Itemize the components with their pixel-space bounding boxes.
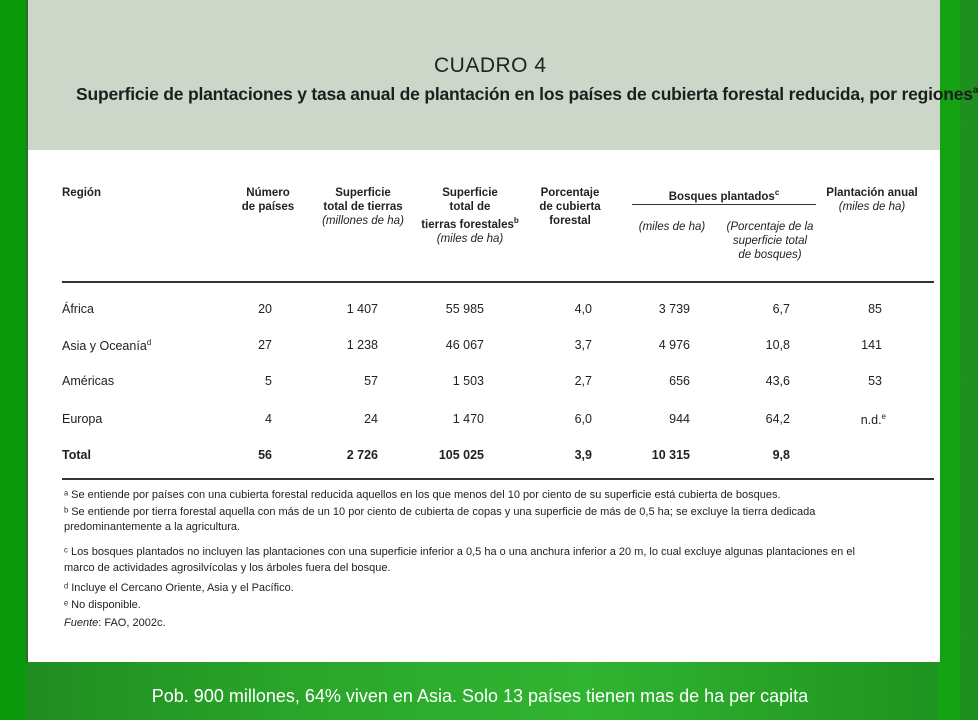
row-europa-porcentaje: 6,0	[574, 412, 592, 426]
header-superficie-total-line1: Superficie	[335, 187, 391, 199]
header-bosques-text: Bosques plantados	[668, 190, 775, 203]
header-plantacion-anual-line2: (miles de ha)	[838, 201, 906, 213]
footnote-b-line1: ᵇ Se entiende por tierra forestal aquella con más de un 10 por ciento de cubierta de copas y una superficie de más de 0,5 ha; se excluye la tierra dedicada	[64, 506, 816, 518]
row-asia-region-text: Asia y Oceanía	[62, 339, 147, 354]
header-superficie-forestal-text: tierras forestales	[421, 218, 514, 231]
row-asia-region-sup: d	[146, 338, 152, 347]
row-europa-miles: 944	[669, 412, 690, 426]
cuadro-label: CUADRO 4	[434, 54, 547, 77]
header-num-paises-line2: de países	[241, 201, 295, 213]
row-europa-tierras: 24	[364, 412, 378, 426]
header-porcentaje-line3: forestal	[549, 215, 591, 227]
row-europa-paises: 4	[265, 412, 272, 426]
row-total-porcentaje: 3,9	[574, 448, 592, 462]
row-americas-forestal: 1 503	[452, 374, 484, 388]
row-africa-forestal: 55 985	[445, 302, 484, 316]
table-slide	[26, 0, 978, 662]
title-text: Superficie de plantaciones y tasa anual de plantación en los países de cubierta forestal reducida, por regiones	[76, 84, 973, 104]
header-bosques-porcentaje-line2: superficie total	[732, 235, 808, 247]
row-africa-pct: 6,7	[772, 302, 790, 316]
header-superficie-total-line3: (millones de ha)	[322, 215, 404, 227]
header-superficie-forestal-line1: Superficie	[442, 187, 498, 199]
row-total-region: Total	[62, 448, 91, 462]
header-plantacion-anual-line1: Plantación anual	[826, 187, 918, 199]
header-rule	[62, 281, 934, 283]
row-americas-porcentaje: 2,7	[574, 374, 592, 388]
row-asia-plantacion: 141	[861, 338, 882, 352]
row-americas-paises: 5	[265, 374, 272, 388]
header-bosques-porcentaje	[718, 220, 822, 262]
row-total-pct: 9,8	[772, 448, 790, 462]
header-superficie-total-line2: total de tierras	[323, 201, 403, 213]
header-superficie-forestal-line4: (miles de ha)	[436, 232, 504, 245]
right-green-stripe	[938, 0, 960, 720]
bottom-rule	[62, 478, 934, 480]
row-europa-plantacion	[840, 412, 886, 427]
header-bosques-plantados	[632, 186, 816, 204]
header-porcentaje-line2: de cubierta	[539, 201, 601, 213]
row-americas-miles: 656	[669, 374, 690, 388]
row-asia-miles: 4 976	[658, 338, 690, 352]
row-total-miles: 10 315	[651, 448, 690, 462]
row-africa-miles: 3 739	[658, 302, 690, 316]
row-africa-region: África	[62, 302, 94, 316]
header-superficie-forestal-line2: total de	[449, 201, 491, 213]
row-americas-region: Américas	[62, 374, 115, 388]
row-europa-region: Europa	[62, 412, 103, 426]
row-asia-forestal: 46 067	[445, 338, 484, 352]
header-porcentaje	[528, 186, 612, 228]
table-title	[76, 84, 978, 105]
footnote-a: ᵃ Se entiende por países con una cubierta forestal reducida aquellos en los que menos del 10 por ciento de su superficie está cubierta de bosques.	[64, 489, 781, 501]
title-superscript: a	[972, 85, 978, 97]
header-bosques-porcentaje-line3: de bosques)	[738, 249, 802, 261]
header-bosques-porcentaje-line1: (Porcentaje de la	[726, 221, 814, 233]
row-europa-forestal: 1 470	[452, 412, 484, 426]
header-num-paises	[233, 186, 303, 214]
row-americas-pct: 43,6	[765, 374, 790, 388]
header-superficie-total	[313, 186, 413, 228]
header-superficie-forestal	[420, 186, 520, 246]
row-africa-paises: 20	[258, 302, 272, 316]
footnote-c-line1: ᶜ Los bosques plantados no incluyen las plantaciones con una superficie inferior a 0,5 ha o una anchura inferior a 20 m, lo cual excluye algunas plantaciones en el	[64, 546, 855, 558]
header-porcentaje-line1: Porcentaje	[540, 187, 600, 199]
header-num-paises-line1: Número	[246, 187, 290, 199]
fuente-label: Fuente	[64, 617, 99, 629]
fuente-text: : FAO, 2002c.	[98, 617, 166, 629]
header-superficie-forestal-sup: b	[513, 216, 519, 225]
row-total-paises: 56	[258, 448, 272, 462]
header-bosques-miles: (miles de ha)	[638, 221, 706, 233]
row-europa-pct: 64,2	[765, 412, 790, 426]
row-asia-porcentaje: 3,7	[574, 338, 592, 352]
row-americas-tierras: 57	[364, 374, 378, 388]
header-plantacion-anual	[822, 186, 922, 214]
row-africa-plantacion: 85	[868, 302, 882, 316]
row-asia-region	[62, 338, 151, 353]
row-asia-paises: 27	[258, 338, 272, 352]
footnote-b-line2: predominantemente a la agricultura.	[64, 521, 241, 533]
row-asia-pct: 10,8	[765, 338, 790, 352]
slide-caption: Pob. 900 millones, 64% viven en Asia. Solo 13 países tienen mas de ha per capita	[151, 686, 809, 706]
bosques-subheader-rule	[632, 204, 816, 205]
header-bosques-sup: c	[774, 188, 780, 197]
footnote-e: ᵉ No disponible.	[64, 599, 141, 611]
row-europa-plantacion-text: n.d.	[860, 413, 882, 428]
row-asia-tierras: 1 238	[346, 338, 378, 352]
left-green-stripe	[0, 0, 26, 720]
header-superficie-forestal-line3	[420, 214, 520, 232]
row-total-forestal: 105 025	[438, 448, 484, 462]
row-africa-porcentaje: 4,0	[574, 302, 592, 316]
row-americas-plantacion: 53	[868, 374, 882, 388]
row-europa-plantacion-sup: e	[881, 412, 886, 421]
header-region: Región	[62, 187, 101, 199]
row-total-tierras: 2 726	[346, 448, 378, 462]
footnote-c-line2: marco de actividades agrosilvícolas y los árboles fuera del bosque.	[64, 562, 391, 574]
footnote-fuente	[64, 616, 166, 631]
row-africa-tierras: 1 407	[346, 302, 378, 316]
footnote-d: ᵈ Incluye el Cercano Oriente, Asia y el Pacífico.	[64, 582, 294, 594]
